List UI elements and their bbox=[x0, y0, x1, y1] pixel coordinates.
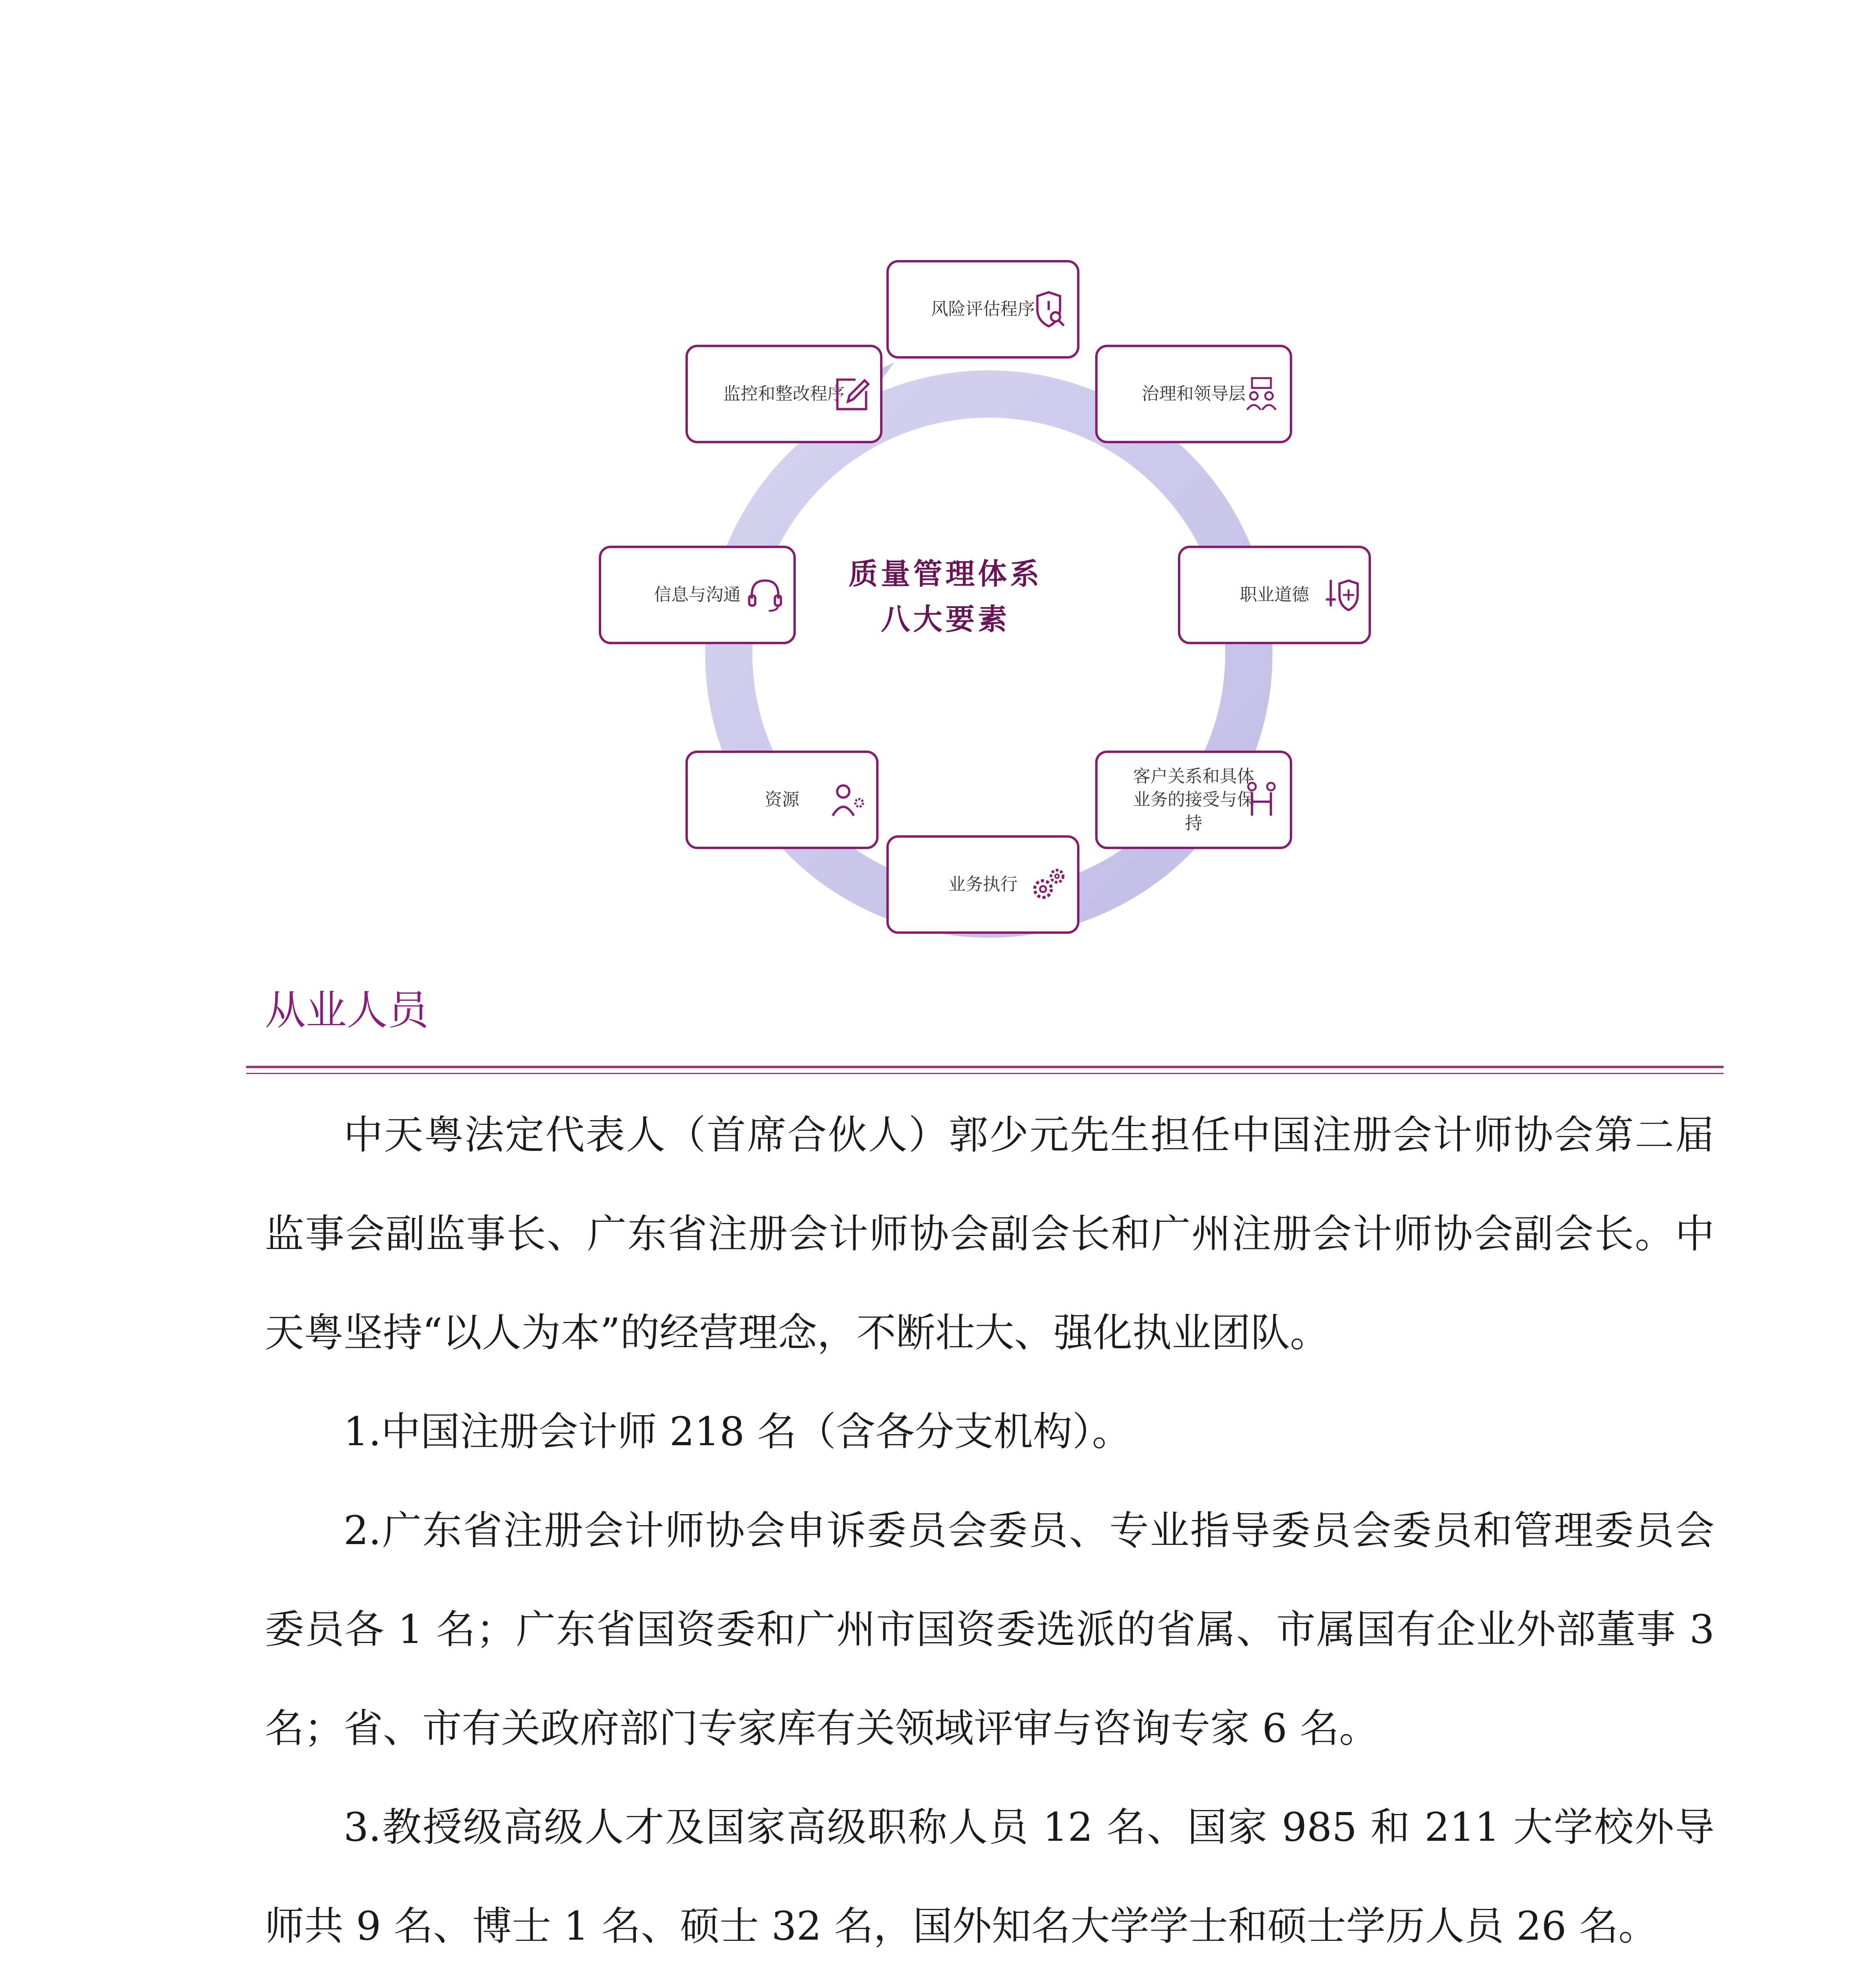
node-label: 信息与沟通 bbox=[654, 585, 741, 605]
person-gear-icon bbox=[829, 781, 867, 819]
node-professional-ethics bbox=[1178, 546, 1371, 644]
node-label: 职业道德 bbox=[1240, 585, 1309, 605]
node-label: 监控和整改程序 bbox=[723, 384, 845, 404]
quality-management-diagram bbox=[571, 252, 1320, 946]
section-divider-thin bbox=[246, 1073, 1724, 1074]
node-information-communication bbox=[599, 546, 796, 644]
center-title-line1: 质量管理体系 bbox=[849, 557, 1042, 591]
handshake-people-icon bbox=[1243, 781, 1280, 819]
node-label: 资源 bbox=[765, 790, 799, 810]
node-engagement-performance bbox=[886, 835, 1079, 934]
edit-pencil-icon bbox=[833, 375, 871, 413]
section-title: 从业人员 bbox=[265, 986, 429, 1034]
node-client-acceptance bbox=[1095, 751, 1292, 849]
section-body bbox=[265, 1085, 1714, 1970]
node-governance bbox=[1095, 345, 1292, 443]
node-label: 客户关系和具体业务的接受与保持 bbox=[1133, 766, 1254, 833]
center-title-line2: 八大要素 bbox=[881, 602, 1010, 636]
section-divider bbox=[246, 1066, 1724, 1068]
node-label: 治理和领导层 bbox=[1142, 384, 1246, 404]
shield-search-icon bbox=[1030, 290, 1068, 328]
diagram-center-title bbox=[823, 552, 1068, 642]
paragraph-item-3: 3.教授级高级人才及国家高级职称人员 12 名、国家 985 和 211 大学校外导师共 9 名、博士 1 名、硕士 32 名，国外知名大学学士和硕士学历人员 26 名。 bbox=[265, 1804, 1714, 1949]
node-label: 业务执行 bbox=[948, 874, 1018, 895]
paragraph-intro: 中天粤法定代表人（首席合伙人）郭少元先生担任中国注册会计师协会第二届监事会副监事长、广东省注册会计师协会副会长和广州注册会计师协会副会长。中天粤坚持“以人为本”的经营理念，不断壮大、强化执业团队。 bbox=[265, 1112, 1714, 1356]
headset-icon bbox=[746, 576, 784, 614]
gears-icon bbox=[1030, 866, 1068, 903]
node-resources bbox=[685, 751, 879, 849]
people-board-icon bbox=[1243, 375, 1280, 413]
node-label: 风险评估程序 bbox=[931, 299, 1035, 320]
paragraph-item-2: 2.广东省注册会计师协会申诉委员会委员、专业指导委员会委员和管理委员会委员各 1 名；广东省国资委和广州市国资委选派的省属、市属国有企业外部董事 3 名；省、市有关政府部门专家库有关领域评审与咨询专家 6 名。 bbox=[265, 1507, 1714, 1751]
node-monitoring-remediation bbox=[685, 345, 882, 443]
paragraph-item-1: 1.中国注册会计师 218 名（含各分支机构）。 bbox=[344, 1409, 1131, 1455]
node-risk-assessment bbox=[886, 260, 1079, 359]
sword-shield-icon bbox=[1321, 576, 1359, 614]
